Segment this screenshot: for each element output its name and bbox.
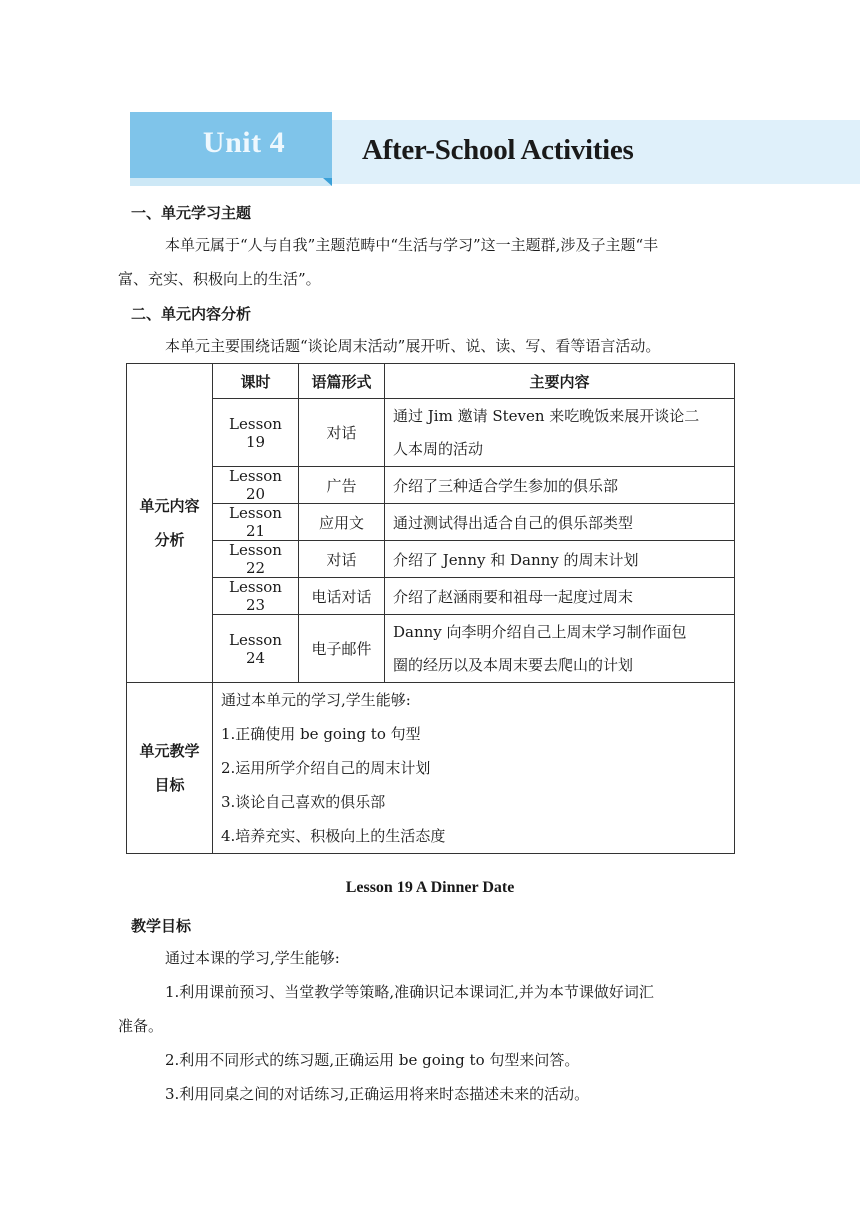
content-cell: Danny 向李明介绍自己上周末学习制作面包 圈的经历以及本周末要去爬山的计划 <box>385 615 735 683</box>
teaching-goals-cell <box>213 683 735 854</box>
section2-paragraph: 本单元主要围绕话题“谈论周末活动”展开听、说、读、写、看等语言活动。 <box>165 337 661 355</box>
table-row <box>127 399 735 467</box>
goal-item: 1.正确使用 be going to 句型 <box>221 725 421 743</box>
section1-paragraph-line2: 富、充实、积极向上的生活”。 <box>118 270 321 288</box>
goal-item: 3.谈论自己喜欢的俱乐部 <box>221 793 386 811</box>
lesson-objectives-heading: 教学目标 <box>131 917 192 935</box>
table-row <box>127 615 735 683</box>
goals-row <box>127 683 735 854</box>
row-header-teaching-goals: 单元教学 目标 <box>127 683 213 854</box>
row-header-content-analysis: 单元内容 分析 <box>127 364 213 683</box>
content-cell: 通过 Jim 邀请 Steven 来吃晚饭来展开谈论二 人本周的活动 <box>385 399 735 467</box>
table-row <box>127 467 735 504</box>
banner-corner-fold <box>323 178 332 186</box>
goal-item: 2.运用所学介绍自己的周末计划 <box>221 759 431 777</box>
table-row <box>127 504 735 541</box>
lesson-item2: 2.利用不同形式的练习题,正确运用 be going to 句型来问答。 <box>165 1051 580 1069</box>
lesson-cell: Lesson 23 <box>213 578 299 615</box>
goal-item: 4.培养充实、积极向上的生活态度 <box>221 827 446 845</box>
form-cell: 应用文 <box>299 504 385 541</box>
content-cell: 介绍了赵涵雨要和祖母一起度过周末 <box>385 578 735 615</box>
lesson-cell: Lesson 21 <box>213 504 299 541</box>
table-row <box>127 541 735 578</box>
lesson-intro: 通过本课的学习,学生能够: <box>165 949 340 967</box>
content-cell: 通过测试得出适合自己的俱乐部类型 <box>385 504 735 541</box>
lesson-item3: 3.利用同桌之间的对话练习,正确运用将来时态描述未来的活动。 <box>165 1085 590 1103</box>
lesson-cell: Lesson 24 <box>213 615 299 683</box>
goal-intro: 通过本单元的学习,学生能够: <box>221 691 411 709</box>
lesson-item1-line1: 1.利用课前预习、当堂教学等策略,准确识记本课词汇,并为本节课做好词汇 <box>165 983 654 1001</box>
content-cell: 介绍了 Jenny 和 Danny 的周末计划 <box>385 541 735 578</box>
form-cell: 对话 <box>299 399 385 467</box>
column-header-lesson: 课时 <box>213 364 299 399</box>
form-cell: 电话对话 <box>299 578 385 615</box>
table-row <box>127 578 735 615</box>
unit-title: After-School Activities <box>362 134 634 166</box>
lesson-title: Lesson 19 A Dinner Date <box>345 879 515 896</box>
unit-analysis-table <box>126 363 735 854</box>
section1-heading: 一、单元学习主题 <box>131 204 252 222</box>
lesson-cell: Lesson 20 <box>213 467 299 504</box>
content-cell: 介绍了三种适合学生参加的俱乐部 <box>385 467 735 504</box>
unit-banner <box>0 112 860 186</box>
unit-box-shadow <box>130 178 332 186</box>
form-cell: 电子邮件 <box>299 615 385 683</box>
form-cell: 广告 <box>299 467 385 504</box>
section1-paragraph-line1: 本单元属于“人与自我”主题范畴中“生活与学习”这一主题群,涉及子主题“丰 <box>165 236 659 254</box>
column-header-form: 语篇形式 <box>299 364 385 399</box>
table-header-row <box>127 364 735 399</box>
lesson-item1-line2: 准备。 <box>118 1017 164 1035</box>
form-cell: 对话 <box>299 541 385 578</box>
unit-number: Unit 4 <box>202 126 286 159</box>
column-header-content: 主要内容 <box>385 364 735 399</box>
section2-heading: 二、单元内容分析 <box>131 305 252 323</box>
lesson-cell: Lesson 19 <box>213 399 299 467</box>
lesson-cell: Lesson 22 <box>213 541 299 578</box>
